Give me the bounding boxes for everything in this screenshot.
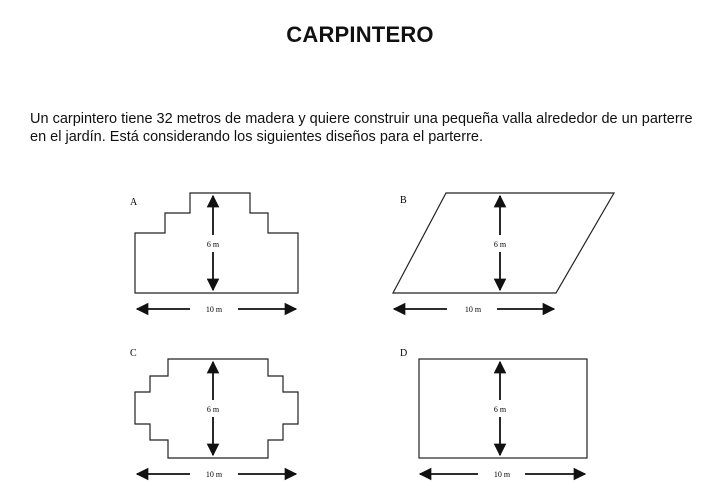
design-d-width-label: 10 m	[493, 470, 511, 479]
design-a	[130, 193, 298, 314]
design-b-letter: B	[400, 195, 407, 206]
design-c	[130, 348, 298, 479]
design-c-width-label: 10 m	[205, 470, 223, 479]
page-title: CARPINTERO	[286, 22, 434, 47]
design-d	[400, 348, 587, 479]
design-b	[393, 193, 614, 314]
design-b-height-label: 6 m	[493, 240, 507, 249]
design-d-letter: D	[400, 348, 408, 359]
design-a-height-label: 6 m	[206, 240, 220, 249]
design-b-width-label: 10 m	[464, 305, 482, 314]
design-a-width-label: 10 m	[205, 305, 223, 314]
design-d-height-label: 6 m	[493, 405, 507, 414]
problem-statement: Un carpintero tiene 32 metros de madera y quiere construir una pequeña valla alrededor de un parterre en el jardín. Está considerando los siguientes diseños para el parterre.	[30, 111, 693, 145]
design-c-height-label: 6 m	[206, 405, 220, 414]
design-c-letter: C	[130, 348, 137, 359]
design-a-letter: A	[130, 197, 138, 208]
